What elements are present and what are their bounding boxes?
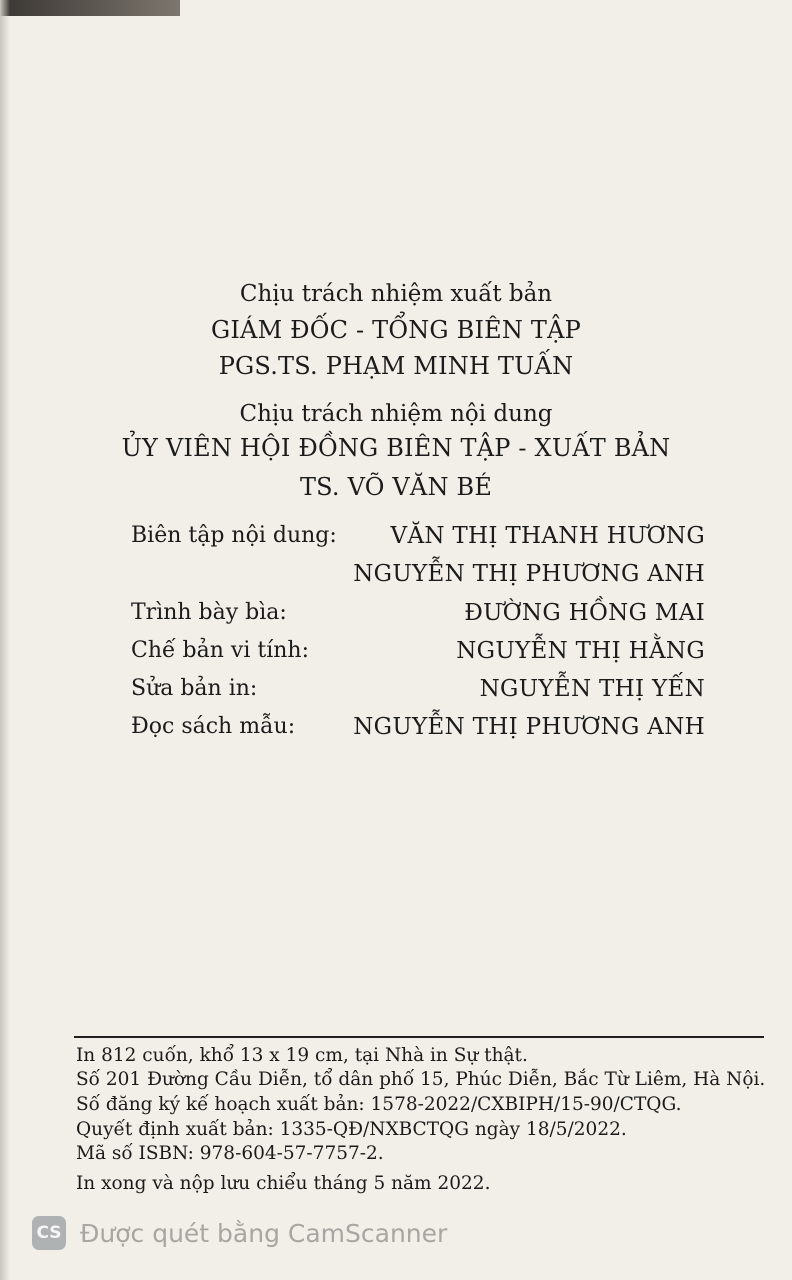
credit-label: Chế bản vi tính: xyxy=(131,638,309,663)
credit-value: NGUYỄN THỊ PHƯƠNG ANH xyxy=(353,561,705,587)
credit-value: VĂN THỊ THANH HƯƠNG xyxy=(390,523,705,549)
credit-label: Biên tập nội dung: xyxy=(131,523,337,548)
imprint-line-isbn: Mã số ISBN: 978-604-57-7757-2. xyxy=(76,1143,384,1164)
credit-row-content-editor xyxy=(131,521,705,551)
credit-label: Sửa bản in: xyxy=(131,676,258,701)
board-title: ỦY VIÊN HỘI ĐỒNG BIÊN TẬP - XUẤT BẢN xyxy=(121,434,671,462)
credit-label: Trình bày bìa: xyxy=(131,600,287,625)
camscanner-logo-icon: CS xyxy=(32,1216,66,1250)
imprint-line-decision: Quyết định xuất bản: 1335-QĐ/NXBCTQG ngày 18/5/2022. xyxy=(76,1119,627,1140)
credit-row-cover-design xyxy=(131,598,705,628)
director-name: PGS.TS. PHẠM MINH TUẤN xyxy=(218,352,574,380)
director-title: GIÁM ĐỐC - TỔNG BIÊN TẬP xyxy=(210,316,581,344)
camscanner-text: Được quét bằng CamScanner xyxy=(80,1219,448,1248)
board-member-name: TS. VÕ VĂN BÉ xyxy=(299,473,493,501)
publisher-responsibility-label: Chịu trách nhiệm xuất bản xyxy=(239,281,553,307)
credit-value: NGUYỄN THỊ YẾN xyxy=(479,676,705,702)
content-responsibility-label: Chịu trách nhiệm nội dung xyxy=(239,401,553,427)
page-top-shadow xyxy=(0,0,180,16)
page-left-edge xyxy=(0,0,10,1280)
credit-value: NGUYỄN THỊ HẰNG xyxy=(456,638,705,664)
imprint-line-print-run: In 812 cuốn, khổ 13 x 19 cm, tại Nhà in Sự thật. xyxy=(76,1045,528,1066)
credit-value: NGUYỄN THỊ PHƯƠNG ANH xyxy=(353,714,705,740)
credit-row-proofreading xyxy=(131,674,705,704)
credit-value: ĐƯỜNG HỒNG MAI xyxy=(464,600,705,626)
imprint-line-registration: Số đăng ký kế hoạch xuất bản: 1578-2022/CXBIPH/15-90/CTQG. xyxy=(76,1094,682,1115)
imprint-divider xyxy=(74,1036,764,1038)
credit-label: Đọc sách mẫu: xyxy=(131,714,296,739)
imprint-line-address: Số 201 Đường Cầu Diễn, tổ dân phố 15, Phúc Diễn, Bắc Từ Liêm, Hà Nội. xyxy=(76,1069,766,1090)
credit-row-content-editor-2 xyxy=(131,559,705,589)
credit-row-sample-reading xyxy=(131,712,705,742)
credit-row-typesetting xyxy=(131,636,705,666)
imprint-line-completion: In xong và nộp lưu chiểu tháng 5 năm 2022. xyxy=(76,1173,491,1194)
